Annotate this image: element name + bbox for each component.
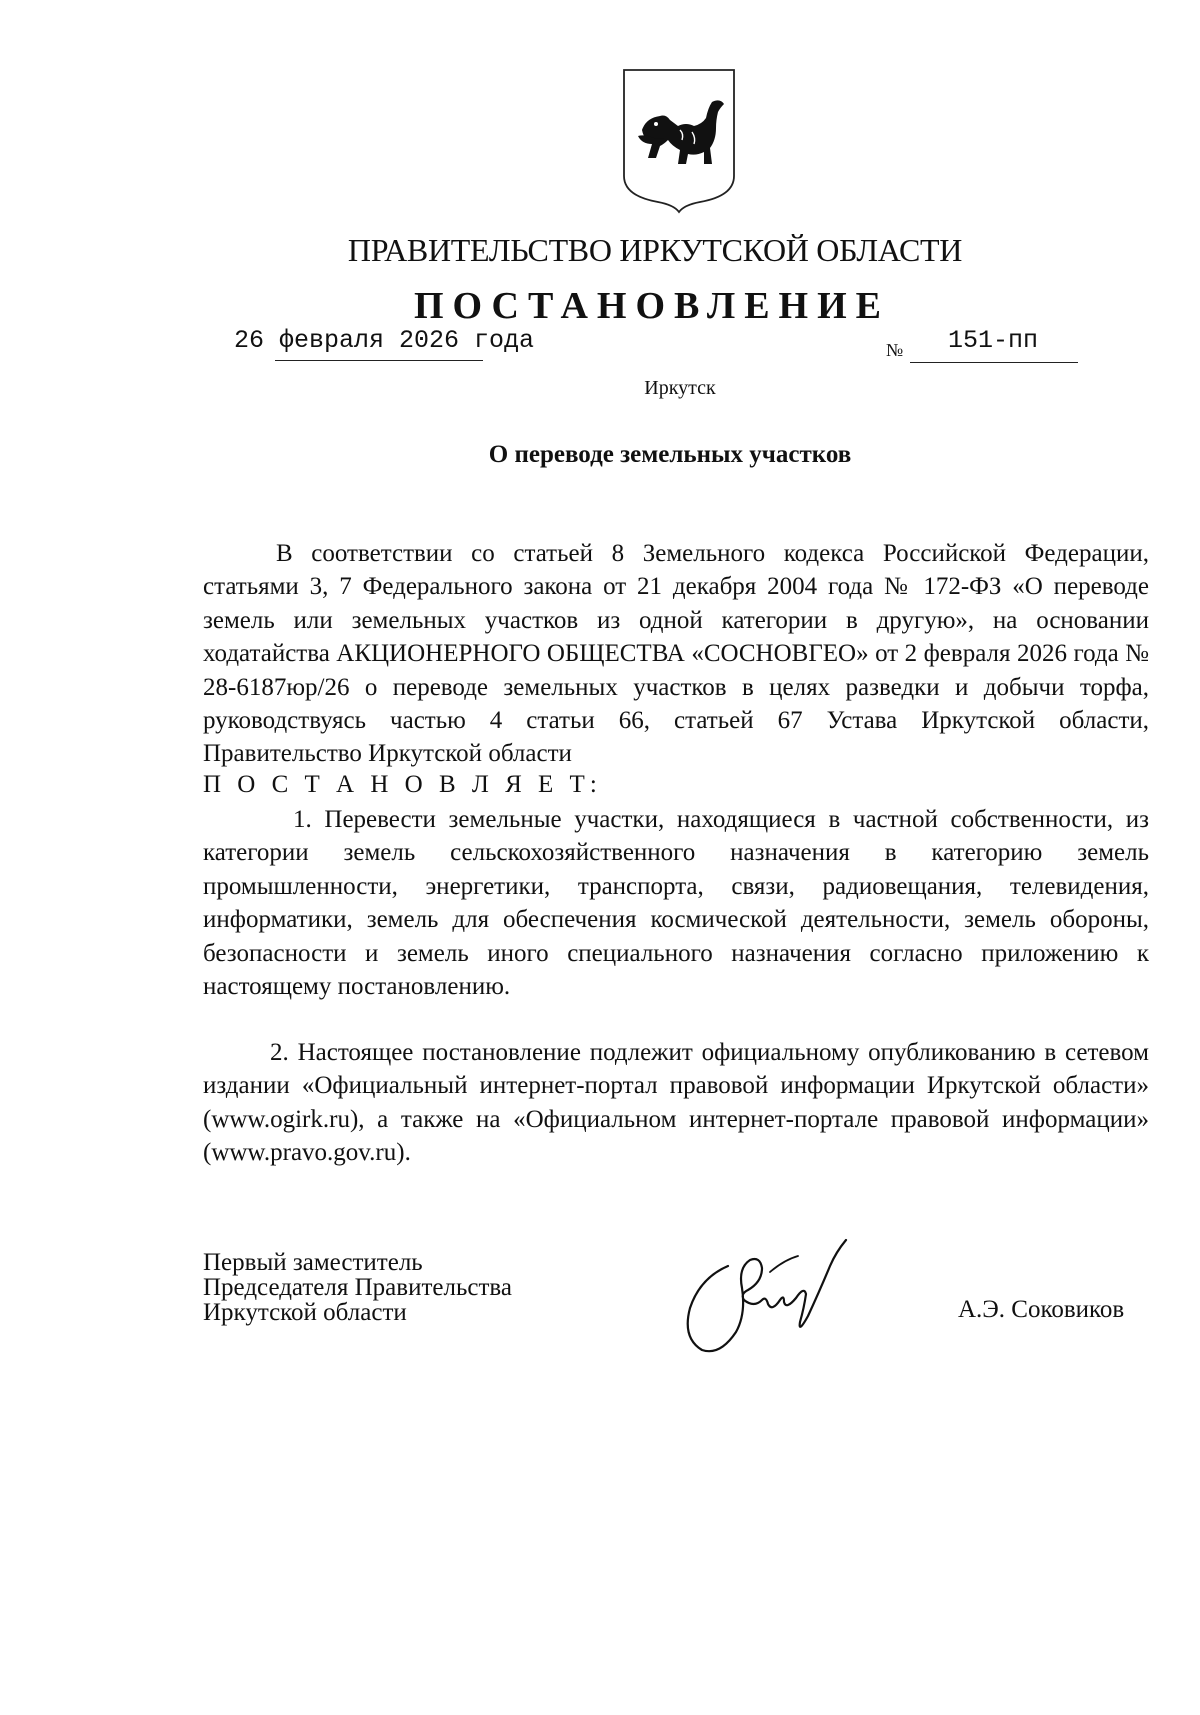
signer-title-line: Председателя Правительства (203, 1274, 512, 1301)
signer-title-line: Первый заместитель (203, 1249, 423, 1276)
city: Иркутск (644, 377, 716, 399)
signer-title-line: Иркутской области (203, 1299, 407, 1326)
date-underline (275, 360, 483, 361)
document-date: 26 февраля 2026 года (234, 326, 535, 355)
government-name: ПРАВИТЕЛЬСТВО ИРКУТСКОЙ ОБЛАСТИ (347, 232, 963, 268)
resolution-item-1: 1. Перевести земельные участки, находящиеся в частной собственности, из категории земель сельскохозяйственного назначения в категорию земель промышленности, энергетики, транспорта, связи, радиовещания, телевидения, информатики, земель для обеспечения космической деятельности, земель обороны, безопасности и земель иного специального назначения согласно приложению к настоящему постановлению. (203, 806, 1149, 1001)
resolves-heading: П О С Т А Н О В Л Я Е Т: (203, 771, 602, 798)
signer-name: А.Э. Соковиков (958, 1296, 1125, 1323)
signature-icon (680, 1238, 885, 1362)
coat-of-arms-icon (620, 68, 738, 214)
number-underline (910, 362, 1078, 363)
document-subject: О переводе земельных участков (488, 441, 852, 468)
document-number: 151-пп (948, 326, 1039, 355)
intro-paragraph: В соответствии со статьей 8 Земельного кодекса Российской Федерации, статьями 3, 7 Федерального закона от 21 декабря 2004 года № 172-ФЗ «О переводе земель или земельных участков из одной категории в другую», на основании ходатайства АКЦИОНЕРНОГО ОБЩЕСТВА «СОСНОВГЕО» от 2 февраля 2026 года № 28-6187юр/26 о переводе земельных участков в целях разведки и добычи торфа, руководствуясь частью 4 статьи 66, статьей 67 Устава Иркутской области, Правительство Иркутской области (203, 540, 1149, 768)
number-sign: № (886, 340, 904, 360)
resolution-item-2: 2. Настоящее постановление подлежит официальному опубликованию в сетевом издании «Официальный интернет-портал правовой информации Иркутской области» (www.ogirk.ru), а также на «Официальном интернет-портале правовой информации» (www.pravo.gov.ru). (203, 1039, 1149, 1167)
document-type: ПОСТАНОВЛЕНИЕ (413, 285, 891, 327)
signer-title (203, 1250, 512, 1325)
